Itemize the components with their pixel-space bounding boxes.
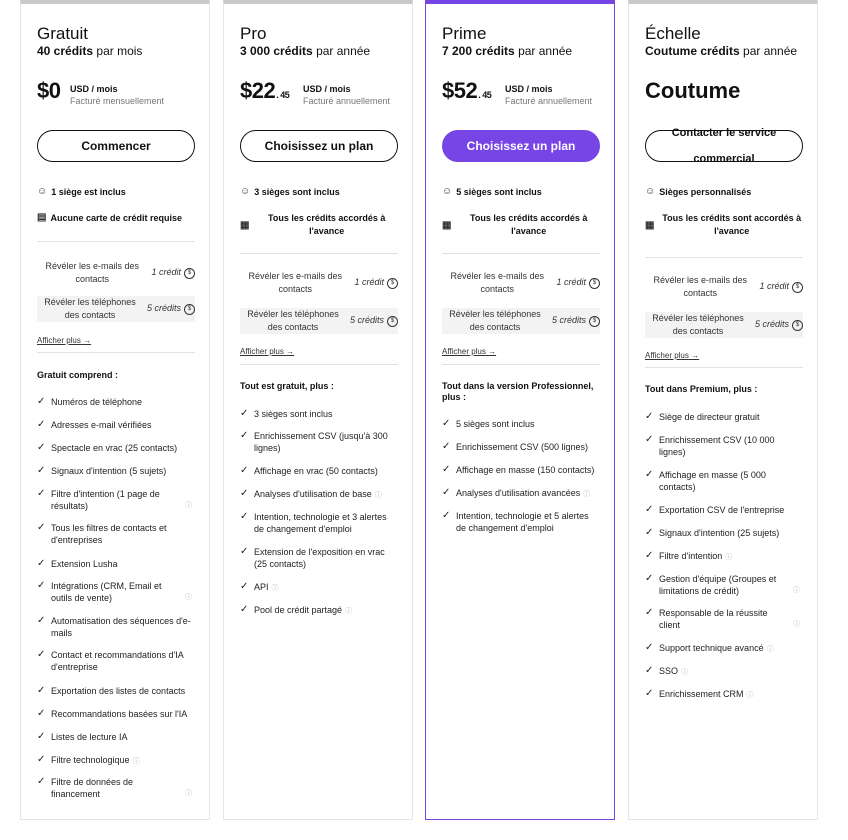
feature-item: ✓ Responsable de la réussite client ⓘ	[645, 607, 803, 631]
check-icon: ✓	[645, 504, 654, 515]
check-icon: ✓	[240, 465, 249, 476]
divider	[645, 367, 803, 368]
plan-price: Coutume	[645, 78, 741, 103]
reveal-phones-row: Révéler les téléphones des contacts 5 crédits $	[645, 312, 803, 338]
check-icon: ✓	[240, 546, 249, 557]
feature-item: ✓ Automatisation des séquences d'e-mails	[37, 615, 191, 638]
info-icon[interactable]: ⓘ	[132, 758, 140, 765]
feature-item: ✓ Contact et recommandations d'IA d'entreprise	[37, 649, 184, 672]
plan-card-echelle	[628, 0, 818, 820]
arrow-right-icon: →	[286, 347, 295, 356]
info-icon[interactable]: ⓘ	[793, 621, 800, 628]
check-icon: ✓	[37, 522, 46, 533]
calendar-icon: ▦	[645, 219, 655, 231]
info-icon[interactable]: ⓘ	[185, 502, 192, 509]
feature-item: ✓ Extension de l'exposition en vrac (25 contacts)	[240, 546, 385, 569]
reveal-emails-row: Révéler les e-mails des contacts 1 crédit $	[645, 274, 803, 300]
divider	[37, 241, 195, 242]
plan-name: Pro	[240, 24, 267, 43]
check-icon: ✓	[645, 550, 654, 561]
choose-plan-button[interactable]: Choisissez un plan	[240, 130, 398, 162]
check-icon: ✓	[442, 464, 451, 475]
feature-item: ✓ Intégrations (CRM, Email et outils de vente) ⓘ	[37, 580, 195, 604]
coin-icon: $	[387, 278, 398, 289]
coin-icon: $	[589, 316, 600, 327]
feature-item: ✓ Extension Lusha	[37, 558, 118, 569]
check-icon: ✓	[37, 708, 46, 719]
info-icon[interactable]: ⓘ	[185, 594, 192, 601]
check-icon: ✓	[442, 487, 451, 498]
check-icon: ✓	[240, 604, 249, 615]
divider	[442, 253, 600, 254]
check-icon: ✓	[645, 573, 654, 584]
check-icon: ✓	[37, 615, 46, 626]
plan-price: $22. 45	[240, 78, 290, 103]
show-more-link[interactable]: Afficher plus →	[37, 336, 92, 345]
seats-info: ☺ 3 sièges sont inclus	[240, 186, 340, 197]
price-unit: USD / mois	[303, 84, 351, 94]
contact-sales-button[interactable]: Contacter le service commercial	[645, 130, 803, 162]
feature-item: ✓ Analyses d'utilisation avancées ⓘ	[442, 487, 600, 501]
check-icon: ✓	[37, 465, 46, 476]
check-icon: ✓	[645, 607, 654, 618]
feature-item: ✓ Adresses e-mail vérifiées	[37, 419, 152, 430]
seats-info: ☺ 1 siège est inclus	[37, 186, 126, 197]
plan-name: Prime	[442, 24, 487, 43]
feature-item: ✓ 5 sièges sont inclus	[442, 418, 535, 429]
feature-item: ✓ Filtre d'intention ⓘ	[645, 550, 803, 564]
feature-item: ✓ Affichage en masse (150 contacts)	[442, 464, 595, 475]
credit-card-icon: ▤	[37, 212, 47, 223]
info-icon[interactable]: ⓘ	[583, 491, 591, 498]
coin-icon: $	[792, 320, 803, 331]
check-icon: ✓	[37, 731, 46, 742]
credit-advance-note: ▦ Tous les crédits accordés à l'avance	[240, 213, 386, 236]
check-icon: ✓	[645, 642, 654, 653]
arrow-right-icon: →	[83, 336, 92, 345]
info-icon[interactable]: ⓘ	[345, 608, 353, 615]
price-unit: USD / mois	[70, 84, 118, 94]
reveal-emails-row: Révéler les e-mails des contacts 1 crédit $	[442, 270, 600, 296]
reveal-phones-row: Révéler les téléphones des contacts 5 crédits $	[240, 308, 398, 334]
arrow-right-icon: →	[488, 347, 497, 356]
feature-item: ✓ Gestion d'équipe (Groupes et limitations de crédit) ⓘ	[645, 573, 803, 597]
check-icon: ✓	[442, 418, 451, 429]
feature-item: ✓ Enrichissement CRM ⓘ	[645, 688, 803, 702]
check-icon: ✓	[37, 580, 46, 591]
plan-name: Échelle	[645, 24, 701, 43]
arrow-right-icon: →	[691, 351, 700, 360]
price-unit: USD / mois	[505, 84, 553, 94]
user-icon: ☺	[240, 186, 251, 197]
feature-item: ✓ Siège de directeur gratuit	[645, 411, 760, 422]
feature-item: ✓ Listes de lecture IA	[37, 731, 128, 742]
check-icon: ✓	[645, 469, 654, 480]
coin-icon: $	[184, 268, 195, 279]
check-icon: ✓	[37, 396, 46, 407]
plan-credits: 3 000 crédits par année	[240, 44, 371, 58]
check-icon: ✓	[645, 688, 654, 699]
divider	[37, 352, 195, 353]
check-icon: ✓	[37, 685, 46, 696]
check-icon: ✓	[442, 441, 451, 452]
divider	[240, 253, 398, 254]
check-icon: ✓	[240, 488, 249, 499]
info-icon[interactable]: ⓘ	[766, 646, 774, 653]
check-icon: ✓	[37, 649, 46, 660]
features-title: Gratuit comprend :	[37, 370, 119, 380]
check-icon: ✓	[240, 408, 249, 419]
plan-price: $52. 45	[442, 78, 492, 103]
feature-item: ✓ Intention, technologie et 3 alertes de changement d'emploi	[240, 511, 387, 534]
feature-item: ✓ Filtre de données de financement ⓘ	[37, 776, 195, 800]
check-icon: ✓	[37, 558, 46, 569]
check-icon: ✓	[37, 442, 46, 453]
credit-advance-note: ▦ Tous les crédits accordés à l'avance	[442, 213, 588, 236]
seats-info: ☺ 5 sièges sont inclus	[442, 186, 542, 197]
price-billing: Facturé annuellement	[303, 96, 391, 106]
feature-item: ✓ Analyses d'utilisation de base ⓘ	[240, 488, 398, 502]
plan-card-pro	[223, 0, 413, 820]
feature-item: ✓ Spectacle en vrac (25 contacts)	[37, 442, 178, 453]
feature-item: ✓ Enrichissement CSV (jusqu'à 300 lignes)	[240, 430, 388, 453]
feature-item: ✓ Affichage en masse (5 000 contacts)	[645, 469, 766, 492]
feature-item: ✓ Filtre d'intention (1 page de résultats) ⓘ	[37, 488, 195, 512]
feature-item: ✓ Enrichissement CSV (10 000 lignes)	[645, 434, 775, 457]
divider	[442, 364, 600, 365]
reveal-emails-row: Révéler les e-mails des contacts 1 crédit $	[240, 270, 398, 296]
credit-advance-note: ▦ Tous les crédits sont accordés à l'avance	[645, 213, 802, 236]
feature-item: ✓ Exportation des listes de contacts	[37, 685, 186, 696]
info-icon[interactable]: ⓘ	[374, 492, 382, 499]
coin-icon: $	[184, 304, 195, 315]
check-icon: ✓	[37, 754, 46, 765]
feature-item: ✓ Intention, technologie et 5 alertes de changement d'emploi	[442, 510, 589, 533]
start-button[interactable]: Commencer	[37, 130, 195, 162]
calendar-icon: ▦	[240, 219, 250, 231]
price-billing: Facturé annuellement	[505, 96, 593, 106]
features-title: Tout dans la version Professionnel, plus :	[442, 381, 594, 402]
feature-item: ✓ Affichage en vrac (50 contacts)	[240, 465, 378, 476]
info-icon[interactable]: ⓘ	[746, 692, 754, 699]
reveal-phones-row: Révéler les téléphones des contacts 5 crédits $	[37, 296, 195, 322]
plan-card-prime	[425, 0, 615, 820]
reveal-emails-row: Révéler les e-mails des contacts 1 crédit $	[37, 260, 195, 286]
feature-item: ✓ Filtre technologique ⓘ	[37, 754, 195, 768]
plan-price: $0	[37, 78, 61, 103]
feature-item: ✓ Tous les filtres de contacts et d'entreprises	[37, 522, 167, 545]
feature-item: ✓ Signaux d'intention (5 sujets)	[37, 465, 167, 476]
credit-card-note: ▤ Aucune carte de crédit requise	[37, 212, 182, 223]
divider	[240, 364, 398, 365]
feature-item: ✓ 3 sièges sont inclus	[240, 408, 333, 419]
check-icon: ✓	[240, 581, 249, 592]
info-icon[interactable]: ⓘ	[185, 790, 192, 797]
calendar-icon: ▦	[442, 219, 452, 231]
user-icon: ☺	[37, 186, 48, 197]
plan-credits: Coutume crédits par année	[645, 44, 798, 58]
info-icon[interactable]: ⓘ	[681, 669, 689, 676]
check-icon: ✓	[645, 665, 654, 676]
check-icon: ✓	[37, 776, 46, 787]
feature-item: ✓ Exportation CSV de l'entreprise	[645, 504, 785, 515]
plan-card-gratuit	[20, 0, 210, 820]
check-icon: ✓	[240, 430, 249, 441]
info-icon[interactable]: ⓘ	[271, 585, 279, 592]
features-title: Tout dans Premium, plus :	[645, 384, 758, 394]
feature-item: ✓ Numéros de téléphone	[37, 396, 143, 407]
feature-item: ✓ Enrichissement CSV (500 lignes)	[442, 441, 589, 452]
check-icon: ✓	[645, 411, 654, 422]
coin-icon: $	[387, 316, 398, 327]
feature-item: ✓ SSO ⓘ	[645, 665, 803, 679]
choose-plan-button[interactable]: Choisissez un plan	[442, 130, 600, 162]
feature-item: ✓ Pool de crédit partagé ⓘ	[240, 604, 398, 618]
feature-item: ✓ API ⓘ	[240, 581, 398, 595]
check-icon: ✓	[645, 434, 654, 445]
divider	[645, 257, 803, 258]
feature-item: ✓ Signaux d'intention (25 sujets)	[645, 527, 780, 538]
user-icon: ☺	[442, 186, 453, 197]
coin-icon: $	[589, 278, 600, 289]
check-icon: ✓	[240, 511, 249, 522]
reveal-phones-row: Révéler les téléphones des contacts 5 crédits $	[442, 308, 600, 334]
coin-icon: $	[792, 282, 803, 293]
check-icon: ✓	[37, 419, 46, 430]
show-more-link[interactable]: Afficher plus →	[645, 351, 700, 360]
check-icon: ✓	[645, 527, 654, 538]
price-billing: Facturé mensuellement	[70, 96, 165, 106]
feature-item: ✓ Recommandations basées sur l'IA	[37, 708, 188, 719]
features-title: Tout est gratuit, plus :	[240, 381, 334, 391]
plan-credits: 7 200 crédits par année	[442, 44, 573, 58]
check-icon: ✓	[37, 488, 46, 499]
check-icon: ✓	[442, 510, 451, 521]
user-icon: ☺	[645, 186, 656, 197]
show-more-link[interactable]: Afficher plus →	[240, 347, 295, 356]
plan-name: Gratuit	[37, 24, 89, 43]
feature-item: ✓ Support technique avancé ⓘ	[645, 642, 803, 656]
show-more-link[interactable]: Afficher plus →	[442, 347, 497, 356]
seats-info: ☺ Sièges personnalisés	[645, 186, 752, 197]
plan-credits: 40 crédits par mois	[37, 44, 143, 58]
info-icon[interactable]: ⓘ	[793, 587, 800, 594]
info-icon[interactable]: ⓘ	[725, 554, 733, 561]
